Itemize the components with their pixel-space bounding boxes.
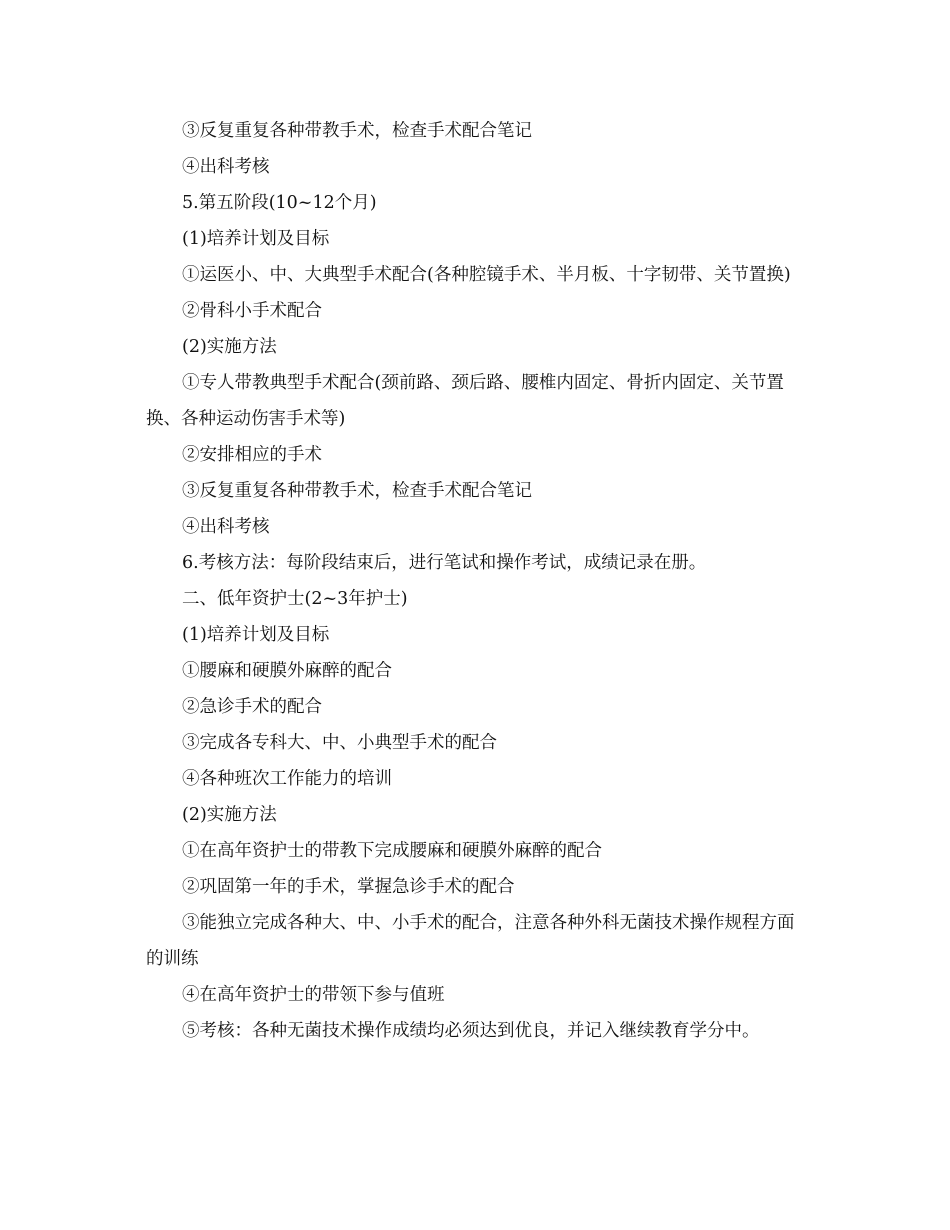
subsection-heading: (1)培养计划及目标 [182,625,330,645]
text-paragraph: ③能独立完成各种大、中、小手术的配合，注意各种外科无菌技术操作规程方面的训练 [146,913,795,969]
text-line: ②骨科小手术配合 [182,301,322,321]
section-heading: 二、低年资护士(2~3年护士) [182,589,408,609]
text-line: ②急诊手术的配合 [182,697,322,717]
text-line: ④各种班次工作能力的培训 [182,769,392,789]
text-line: ②安排相应的手术 [182,445,322,465]
document-body [146,113,810,1049]
text-paragraph: ①专人带教典型手术配合(颈前路、颈后路、腰椎内固定、骨折内固定、关节置换、各种运动伤害手术等) [146,373,784,429]
subsection-heading: (2)实施方法 [182,805,277,825]
text-line: ①腰麻和硬膜外麻醉的配合 [182,661,392,681]
text-line: ③反复重复各种带教手术，检查手术配合笔记 [182,121,532,141]
subsection-heading: (1)培养计划及目标 [182,229,330,249]
subsection-heading: (2)实施方法 [182,337,277,357]
text-paragraph: ①运医小、中、大典型手术配合(各种腔镜手术、半月板、十字韧带、关节置换) [182,265,791,285]
text-line: ③完成各专科大、中、小典型手术的配合 [182,733,497,753]
text-line: ⑤考核：各种无菌技术操作成绩均必须达到优良，并记入继续教育学分中。 [182,1021,760,1041]
text-line: ③反复重复各种带教手术，检查手术配合笔记 [182,481,532,501]
text-line: 6.考核方法：每阶段结束后，进行笔试和操作考试，成绩记录在册。 [182,553,707,573]
text-line: ②巩固第一年的手术，掌握急诊手术的配合 [182,877,515,897]
text-line: ④出科考核 [182,517,270,537]
text-line: ④出科考核 [182,157,270,177]
section-heading: 5.第五阶段(10~12个月) [182,193,377,213]
text-line: ①在高年资护士的带教下完成腰麻和硬膜外麻醉的配合 [182,841,602,861]
text-line: ④在高年资护士的带领下参与值班 [182,985,445,1005]
